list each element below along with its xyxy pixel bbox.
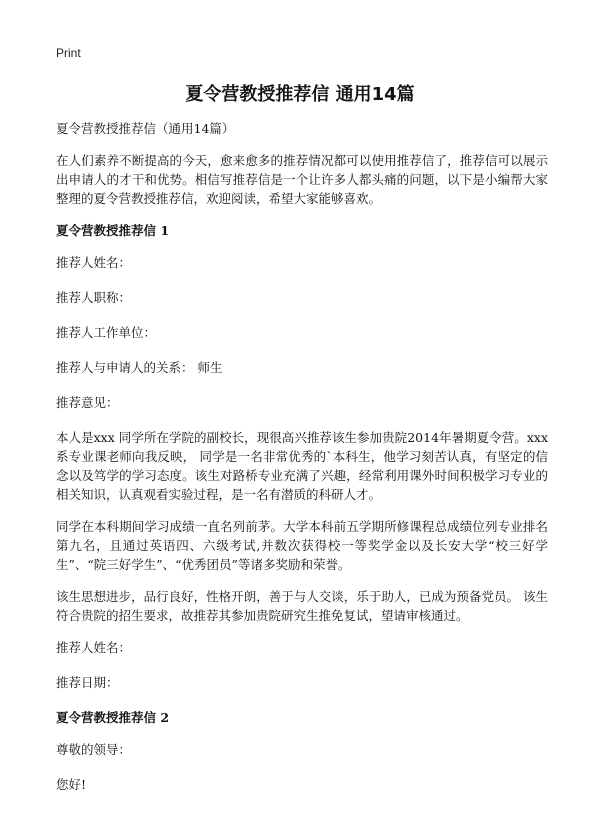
recommender-unit-field: 推荐人工作单位：: [56, 325, 157, 340]
recommender-name-field: 推荐人姓名：: [56, 255, 132, 270]
document-subtitle: 夏令营教授推荐信（通用14篇）: [56, 121, 235, 136]
letter2-greeting: 您好!: [56, 777, 87, 792]
document-body: [56, 119, 548, 810]
letter2-heading: 夏令营教授推荐信 2: [56, 710, 170, 725]
letter1-paragraph-3: 该生思想进步，品行良好，性格开朗，善于与人交谈，乐于助人，已成为预备党员。 该生符合贵院的招生要求，故推荐其参加贵院研究生推免复试，望请审核通过。: [56, 589, 548, 623]
intro-paragraph: 在人们素养不断提高的今天，愈来愈多的推荐情况都可以使用推荐信了，推荐信可以展示出申请人的才干和优势。相信写推荐信是一个让许多人都头痛的问题，以下是小编帮大家整理的夏令营教授推荐信，欢迎阅读，希望大家能够喜欢。: [56, 153, 548, 206]
signature-name-field: 推荐人姓名：: [56, 640, 132, 655]
recommend-date-field: 推荐日期：: [56, 675, 119, 690]
relationship-field: 推荐人与申请人的关系： 师生: [56, 360, 223, 375]
recommender-title-field: 推荐人职称：: [56, 290, 132, 305]
opinion-label: 推荐意见：: [56, 395, 119, 410]
print-link[interactable]: Print: [56, 46, 81, 60]
page-title: 夏令营教授推荐信 通用14篇: [185, 84, 415, 105]
letter1-paragraph-1: 本人是xxx 同学所在学院的副校长，现很高兴推荐该生参加贵院2014年暑期夏令营。xxx 系专业课老师向我反映， 同学是一名非常优秀的`本科生，他学习刻苦认真，有坚定的信念以及笃学的学习态度。该生对路桥专业充满了兴趣，经常利用课外时间积极学习专业的相关知识，认真观看实验过程，是一名有潜质的科研人才。: [56, 430, 548, 502]
letter1-heading: 夏令营教授推荐信 1: [56, 223, 170, 238]
letter1-paragraph-2: 同学在本科期间学习成绩一直名列前茅。大学本科前五学期所修课程总成绩位列专业排名第九名，且通过英语四、六级考试,并数次获得校一等奖学金以及长安大学“校三好学生”、“院三好学生”、“优秀团员”等诸多奖励和荣誉。: [56, 519, 548, 572]
letter2-salutation: 尊敬的领导：: [56, 742, 132, 757]
